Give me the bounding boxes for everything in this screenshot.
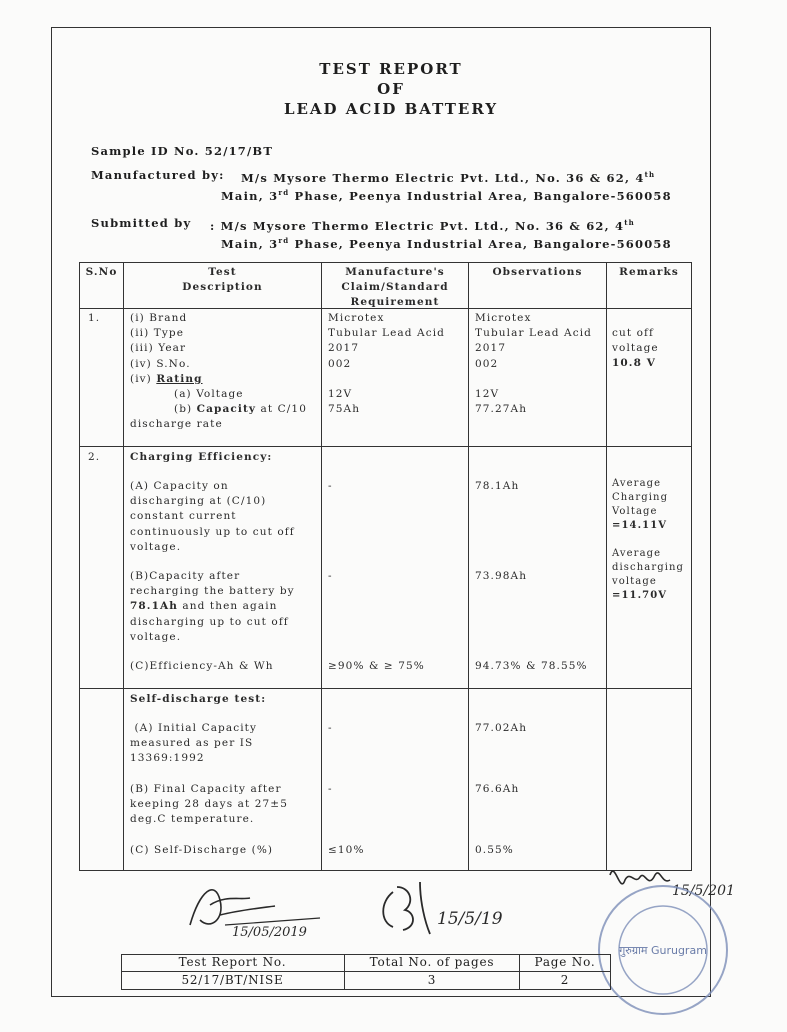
row2-a-claim: - [328,480,333,492]
row2-heading: Charging Efficiency: [130,451,273,463]
row2-remarks: Average Charging Voltage =14.11V Average discharging voltage =11.70V [612,478,685,601]
row3-c-desc: (C) Self-Discharge (%) [130,844,274,856]
row1-sno: 1. [88,312,101,324]
row2-a-desc: (A) Capacity on discharging at (C/10) constant current continuously up to cut off voltage. [130,480,295,553]
svg-text:15/05/2019: 15/05/2019 [232,925,307,940]
row3-a-claim: - [328,722,333,734]
row2-a-observation: 78.1Ah [475,480,520,492]
header-sno: S.No [85,266,118,278]
submitted-by-label: Submitted by [91,216,192,230]
row1-claim: Microtex Tubular Lead Acid 2017 002 12V 75Ah [328,312,445,416]
svg-text:गुरुग्राम Gurugram: गुरुग्राम Gurugram [619,944,707,957]
header-claim-2: Claim/Standard [341,281,449,293]
row2-b-claim: - [328,570,333,582]
footer-total-pages-value: 3 [427,973,437,987]
report-title-line2: OF [377,80,405,98]
manufactured-line1: M/s Mysore Thermo Electric Pvt. Ltd., No. 36 & 62, 4th [241,170,656,185]
submitted-line2: Main, 3rd Phase, Peenya Industrial Area, Bangalore-560058 [221,236,672,251]
svg-text:15/5/201: 15/5/201 [672,883,735,899]
header-observations: Observations [492,266,583,278]
row3-a-observation: 77.02Ah [475,722,528,734]
signature-1 [180,870,330,940]
row3-a-desc: (A) Initial Capacity measured as per IS 13369:1992 [130,722,258,765]
row3-c-claim: ≤10% [328,844,365,856]
svg-text:15/5/19: 15/5/19 [437,909,503,929]
footer-report-no-value: 52/17/BT/NISE [181,973,284,987]
footer-total-pages-header: Total No. of pages [369,955,495,969]
signature-2 [375,872,525,942]
header-remarks: Remarks [619,266,679,278]
row2-b-observation: 73.98Ah [475,570,528,582]
header-desc-2: Description [182,281,263,293]
row2-c-desc: (C)Efficiency-Ah & Wh [130,660,274,672]
row1-remarks: cut off voltage 10.8 V [612,327,659,370]
row3-heading: Self-discharge test: [130,693,267,705]
footer-report-no-header: Test Report No. [178,955,287,969]
report-title-line1: TEST REPORT [319,60,463,78]
submitted-line1: : M/s Mysore Thermo Electric Pvt. Ltd., No. 36 & 62, 4th [210,218,635,233]
manufactured-by-label: Manufactured by: [91,168,225,182]
row3-b-observation: 76.6Ah [475,783,520,795]
row1-desc: (i) Brand (ii) Type (iii) Year (iv) S.No. (iv) Rating (a) Voltage (b) Capacity at C/10 discharge rate [130,312,307,431]
official-stamp [595,880,735,1020]
header-desc-1: Test [208,266,237,278]
row2-b-desc: (B)Capacity after recharging the battery by 78.1Ah and then again discharging up to cut off voltage. [130,570,295,643]
sample-id: Sample ID No. 52/17/BT [91,144,274,158]
row3-b-claim: - [328,783,333,795]
row1-observations: Microtex Tubular Lead Acid 2017 002 12V 77.27Ah [475,312,592,416]
header-claim-3: Requirement [350,296,440,308]
row2-c-observation: 94.73% & 78.55% [475,660,588,672]
footer-page-no-value: 2 [560,973,570,987]
footer-page-no-header: Page No. [534,955,596,969]
row2-sno: 2. [88,451,101,463]
report-title-line3: LEAD ACID BATTERY [283,100,499,118]
row3-b-desc: (B) Final Capacity after keeping 28 days at 27±5 deg.C temperature. [130,783,288,826]
footer-table [121,954,611,990]
header-claim-1: Manufacture's [345,266,445,278]
row3-c-observation: 0.55% [475,844,514,856]
manufactured-line2: Main, 3rd Phase, Peenya Industrial Area, Bangalore-560058 [221,188,672,203]
row2-c-claim: ≥90% & ≥ 75% [328,660,425,672]
